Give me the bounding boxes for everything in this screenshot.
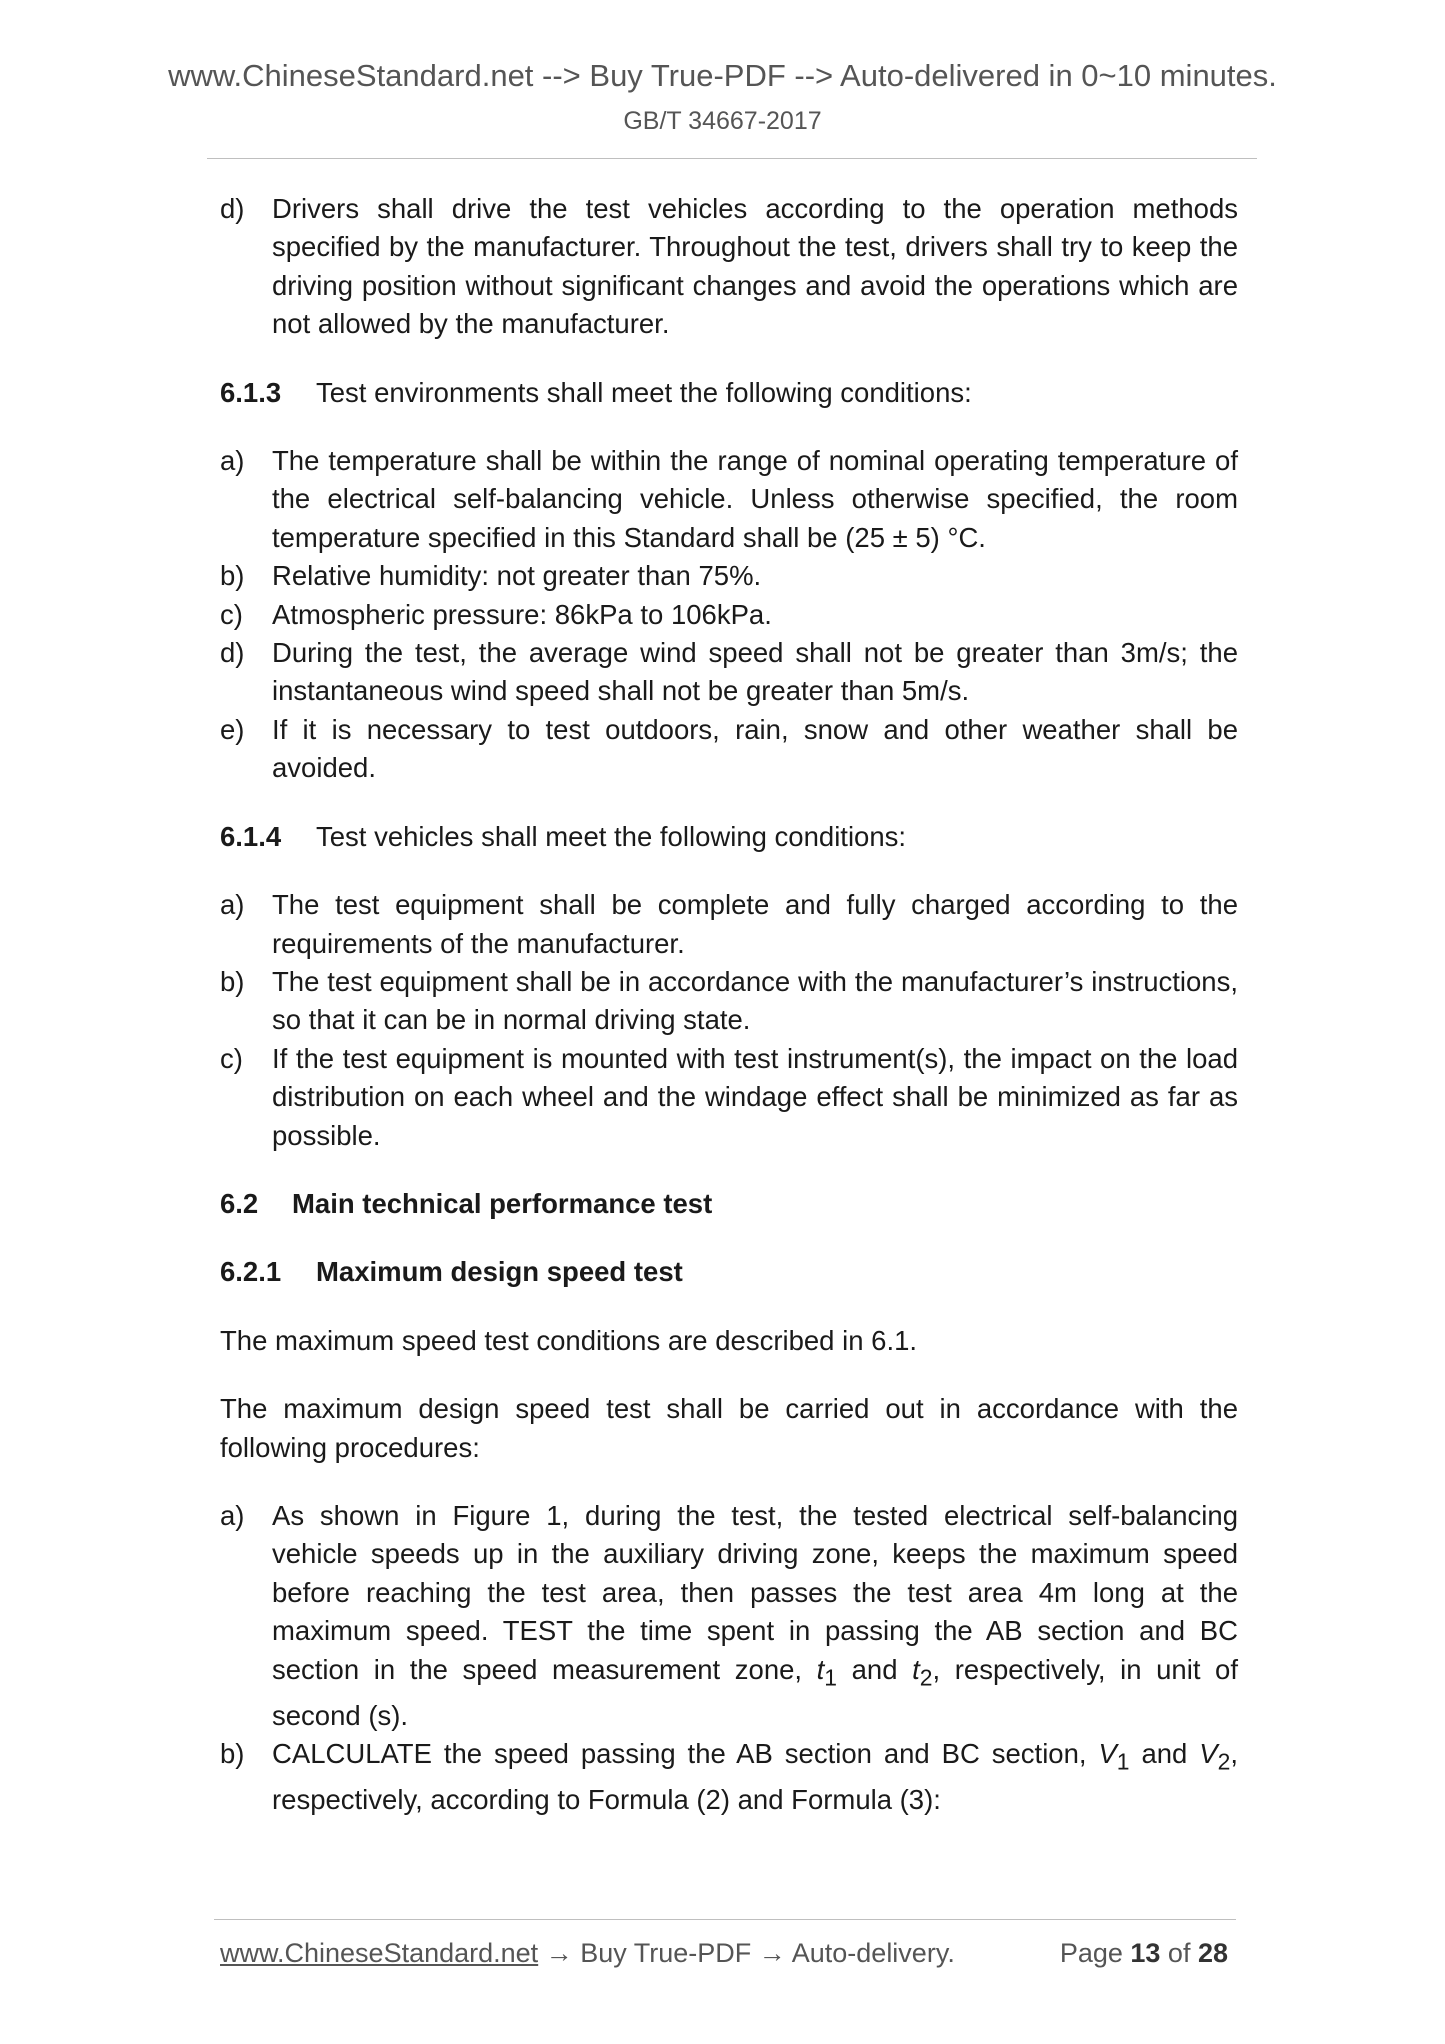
paragraph: The maximum design speed test shall be carried out in accordance with the following procedures: [220,1393,1238,1463]
list-marker: b) [220,965,245,997]
section-heading-6-1-4 [220,818,1238,856]
variable-t: t [816,1653,825,1685]
current-page: 13 [1130,1938,1161,1968]
header-banner: www.ChineseStandard.net --> Buy True-PDF --> Auto-delivered in 0~10 minutes. [168,58,1277,93]
list-item-text: The test equipment shall be complete and fully charged according to the requirements of the manufacturer. [272,889,1238,959]
list-marker: d) [220,637,245,669]
section-title: Test vehicles shall meet the following conditions: [316,820,907,852]
list-item-text: If the test equipment is mounted with test instrument(s), the impact on the load distribution on each wheel and the windage effect shall be minimized as far as possible. [272,1042,1238,1151]
section-number: 6.2 [220,1187,259,1219]
list-marker: e) [220,713,245,745]
variable-v: V [1098,1737,1117,1769]
list-item-a-procedure [220,1497,1238,1735]
header-divider [207,158,1257,159]
subscript: 1 [824,1664,838,1691]
list-marker: b) [220,1737,245,1769]
footer-divider [214,1919,1236,1920]
list-item-text: Atmospheric pressure: 86kPa to 106kPa. [272,598,772,630]
footer-link[interactable]: www.ChineseStandard.net [220,1938,539,1968]
subscript: 1 [1116,1748,1130,1775]
section-number: 6.2.1 [220,1256,282,1288]
variable-t: t [912,1653,920,1685]
standard-code: GB/T 34667-2017 [623,107,822,135]
page-number: Page 13 of 28 [1059,1938,1228,1968]
list-marker: c) [220,598,243,630]
list-marker: b) [220,560,245,592]
page-footer [220,1938,1238,1969]
footer-text: → Buy True-PDF → Auto-delivery. [538,1938,955,1968]
list-item [220,1040,1238,1155]
paragraph: The maximum speed test conditions are described in 6.1. [220,1324,918,1356]
list-item-text: The temperature shall be within the range of nominal operating temperature of the electrical self-balancing vehicle. Unless otherwise specified, the room temperature specified in this Standard shall be (25 ± 5) °C. [272,445,1238,553]
list-marker: a) [220,889,245,921]
list-marker: a) [220,1499,245,1531]
variable-v: V [1199,1737,1218,1769]
section-heading-6-1-3 [220,374,1238,412]
list-item [220,711,1238,788]
list-item [220,963,1238,1040]
section-number: 6.1.3 [220,376,282,408]
section-heading-6-2-1 [220,1253,1238,1291]
list-marker: c) [220,1042,243,1074]
list-item-text: CALCULATE the speed passing the AB section and BC section, $V_1$ and $V_2$, respectively, according to Formula (2) and Formula (3): [272,1737,1238,1815]
list-item [220,557,1238,595]
list-marker: d) [220,193,245,224]
section-title: Test environments shall meet the following conditions: [316,376,972,408]
subscript: 2 [919,1664,933,1691]
list-marker: a) [220,445,245,477]
list-item [220,886,1238,963]
list-item-text: Relative humidity: not greater than 75%. [272,560,762,592]
list-item-text: If it is necessary to test outdoors, rain, snow and other weather shall be avoided. [272,713,1238,784]
section-heading-6-2 [220,1185,1238,1223]
list-item-text: During the test, the average wind speed shall not be greater than 3m/s; the instantaneous wind speed shall not be greater than 5m/s. [272,637,1238,707]
subscript: 2 [1217,1748,1231,1775]
list-item [220,596,1238,634]
total-pages: 28 [1197,1938,1228,1968]
list-item-text: The test equipment shall be in accordance with the manufacturer’s instructions, so that it can be in normal driving state. [272,965,1238,1036]
list-item-b-procedure [220,1735,1238,1819]
section-title: Maximum design speed test [316,1256,683,1288]
page-body [220,190,1238,1819]
list-item-text: Drivers shall drive the test vehicles according to the operation methods specified by the manufacturer. Throughout the test, drivers shall try to keep the driving position without significant changes and avoid the operations which are not allowed by the manufacturer. [272,193,1238,340]
section-number: 6.1.4 [220,820,282,852]
section-title: Main technical performance test [292,1187,713,1219]
list-item [220,634,1238,711]
list-item [220,442,1238,557]
list-item-d-driving [220,190,1238,344]
list-item-text: As shown in Figure 1, during the test, the tested electrical self-balancing vehicle speeds up in the auxiliary driving zone, keeps the maximum speed before reaching the test area, then passes the test area 4m long at the maximum speed. TEST the time spent in passing the AB section and BC section in the speed measurement zone, $t_1$ and $t_2$, respectively, in unit of second (s). [272,1499,1238,1731]
